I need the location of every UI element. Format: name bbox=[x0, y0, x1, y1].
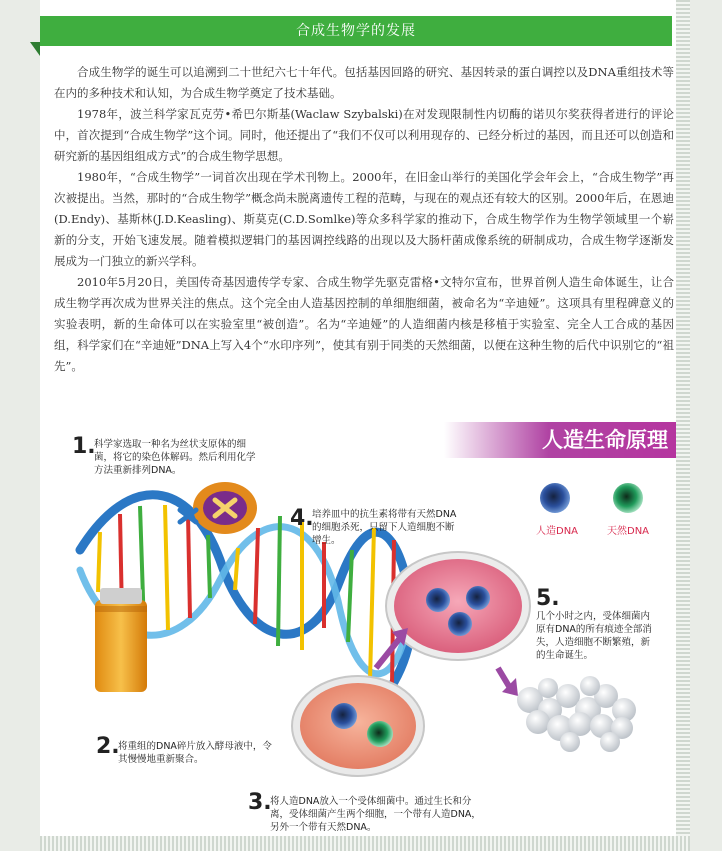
article-paragraph: 2010年5月20日，美国传奇基因遗传学专家、合成生物学先驱克雷格•文特尔宣布，世界首例人造生命体诞生，让合成生物学再次成为世界关注的焦点。这个完全由人造基因控制的单细胞细菌，被命名为“辛迪娅”。这项具有里程碑意义的实验表明，新的生命体可以在实验室里“被创造”。名为“辛迪娅”的人造细菌内核是移植于实验室、完全人工合成的基因组，科学家们在“辛迪娅”DNA上写入4个“水印序列”，使其有别于同类的天然细菌，以便在这种生物的后代中识别它的“祖先”。 bbox=[54, 275, 674, 373]
legend-natural-cell-icon bbox=[613, 483, 643, 513]
step-3-text: 将人造DNA放入一个受体细菌中。通过生长和分离，受体细菌产生两个细胞，一个带有人造DNA，另外一个带有天然DNA。 bbox=[270, 796, 481, 833]
step-4-number: 4. bbox=[290, 506, 314, 531]
step-5-number: 5. bbox=[536, 586, 560, 611]
step-4-text: 培养皿中的抗生素将带有天然DNA的细胞杀死，只留下人造细胞不断增生。 bbox=[312, 509, 457, 546]
step-2-number: 2. bbox=[96, 734, 120, 759]
article-paragraph: 1980年，“合成生物学”一词首次出现在学术刊物上。2000年，在旧金山举行的美国化学会年会上，“合成生物学”再次被提出。当然，那时的“合成生物学”概念尚未脱离遗传工程的范畴，与现在的观点还有较大的区别。2000年后，在恩迪(D.Endy)、基斯林(J.D.Keasling)、斯莫克(C.D.Somlke)等众多科学家的推动下，合成生物学作为生物学领域里一个崭新的分支，开始飞速发展。随着模拟逻辑门的基因调控线路的出现以及大肠杆菌成像系统的研制成功，合成生物学逐渐发展成为一门独立的新兴学科。 bbox=[54, 170, 674, 268]
legend-artificial-cell-icon bbox=[540, 483, 570, 513]
article-paragraph: 1978年，波兰科学家瓦克劳•希巴尔斯基(Waclaw Szybalski)在对发现限制性内切酶的诺贝尔奖获得者进行的评论中，首次提到“合成生物学”这个词。同时，他还提出了“我们不仅可以利用现存的、已经分析过的基因，而且还可以创造和研究新的基因组组成方式”的合成生物学思想。 bbox=[54, 107, 674, 163]
petri-dish-artificial-cells bbox=[386, 552, 530, 660]
step-1-text: 科学家选取一种名为丝状支原体的细菌，将它的染色体解码。然后利用化学方法重新排列DNA。 bbox=[94, 439, 256, 476]
header-corner-fold bbox=[30, 42, 40, 56]
page-bottom-border bbox=[40, 836, 690, 851]
yeast-liquid-jar-illustration bbox=[95, 588, 147, 692]
article-body bbox=[54, 62, 674, 377]
section-header: 合成生物学的发展 bbox=[40, 16, 672, 46]
step-3-number: 3. bbox=[248, 790, 272, 815]
diagram-title: 人造生命原理 bbox=[444, 422, 676, 458]
legend-natural-dna: 天然DNA bbox=[607, 526, 650, 537]
step-1-number: 1. bbox=[72, 434, 96, 459]
multiplying-cells-illustration bbox=[517, 676, 636, 752]
legend-artificial-dna: 人造DNA bbox=[536, 526, 579, 537]
article-paragraph: 合成生物学的诞生可以追溯到二十世纪六七十年代。包括基因回路的研究、基因转录的蛋白调控以及DNA重组技术等在内的多种技术和认知，为合成生物学奠定了技术基础。 bbox=[54, 65, 674, 100]
step-5-text: 几个小时之内，受体细菌内原有DNA的所有痕迹全部消失，人造细胞不断繁殖，新的生命诞生。 bbox=[536, 611, 652, 661]
step-2-text: 将重组的DNA碎片放入酵母液中，令其慢慢地重新聚合。 bbox=[118, 741, 272, 765]
artificial-life-diagram bbox=[40, 410, 676, 836]
petri-dish-two-cells bbox=[292, 676, 424, 776]
page-right-border bbox=[676, 0, 690, 851]
